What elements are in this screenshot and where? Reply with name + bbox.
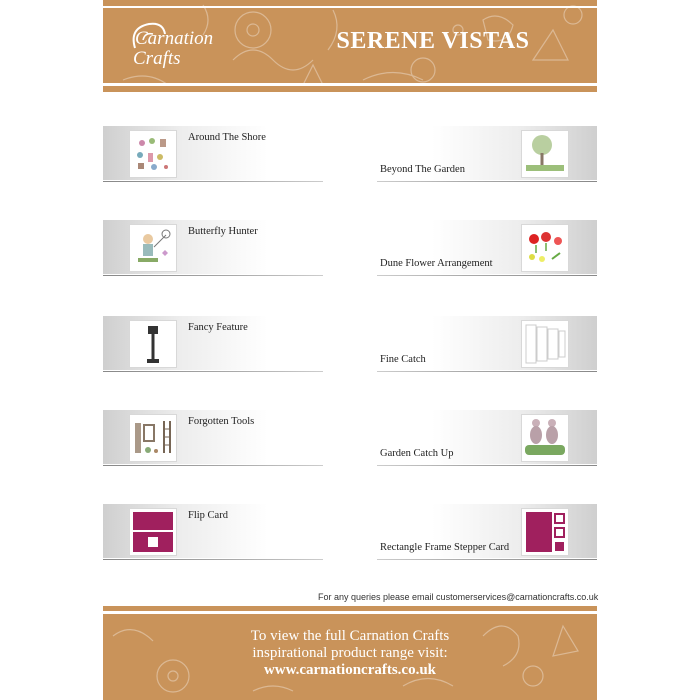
product-card[interactable] [103, 126, 323, 180]
product-thumbnail [129, 320, 177, 368]
collection-title: SERENE VISTAS [336, 28, 530, 54]
product-card[interactable] [103, 504, 323, 558]
product-label: Butterfly Hunter [188, 226, 258, 237]
product-thumbnail [521, 130, 569, 178]
mice-garden-icon [522, 415, 568, 461]
product-label: Beyond The Garden [380, 164, 465, 175]
product-thumbnail [521, 508, 569, 556]
product-label: Forgotten Tools [188, 416, 255, 427]
shore-elements-icon [130, 131, 176, 177]
product-card[interactable] [377, 316, 597, 370]
product-label: Garden Catch Up [380, 448, 454, 459]
cta-line2: inspirational product range visit: [252, 645, 448, 661]
product-label: Flip Card [188, 510, 228, 521]
product-card[interactable] [103, 220, 323, 274]
brand-logo [125, 18, 235, 78]
product-thumbnail [521, 414, 569, 462]
product-thumbnail [521, 320, 569, 368]
flip-card-die-icon [130, 509, 176, 555]
product-label: Fine Catch [380, 354, 426, 365]
stepper-card-icon [522, 509, 568, 555]
product-label: Around The Shore [188, 132, 266, 143]
product-card[interactable] [377, 410, 597, 464]
product-label: Rectangle Frame Stepper Card [380, 542, 510, 553]
product-card[interactable] [377, 126, 597, 180]
lamp-post-icon [130, 321, 176, 367]
call-to-action [103, 628, 597, 679]
product-label: Fancy Feature [188, 322, 248, 333]
product-thumbnail [129, 224, 177, 272]
tree-icon [522, 131, 568, 177]
butterfly-hunter-icon [130, 225, 176, 271]
product-card[interactable] [377, 504, 597, 558]
header-banner [103, 0, 597, 92]
flowers-icon [522, 225, 568, 271]
product-card[interactable] [103, 316, 323, 370]
website-link[interactable]: www.carnationcrafts.co.uk [263, 662, 437, 678]
product-thumbnail [129, 414, 177, 462]
product-thumbnail [129, 508, 177, 556]
garden-tools-icon [130, 415, 176, 461]
product-card[interactable] [377, 220, 597, 274]
logo-line1: Carnation [135, 28, 214, 49]
footer-banner [103, 606, 597, 700]
card-panels-icon [522, 321, 568, 367]
product-label: Dune Flower Arrangement [380, 258, 493, 269]
product-thumbnail [129, 130, 177, 178]
queries-email-text: For any queries please email customerservices@carnationcrafts.co.uk [318, 592, 599, 602]
product-card[interactable] [103, 410, 323, 464]
logo-line2: Crafts [133, 48, 181, 69]
cta-line1: To view the full Carnation Crafts [250, 628, 450, 644]
product-thumbnail [521, 224, 569, 272]
